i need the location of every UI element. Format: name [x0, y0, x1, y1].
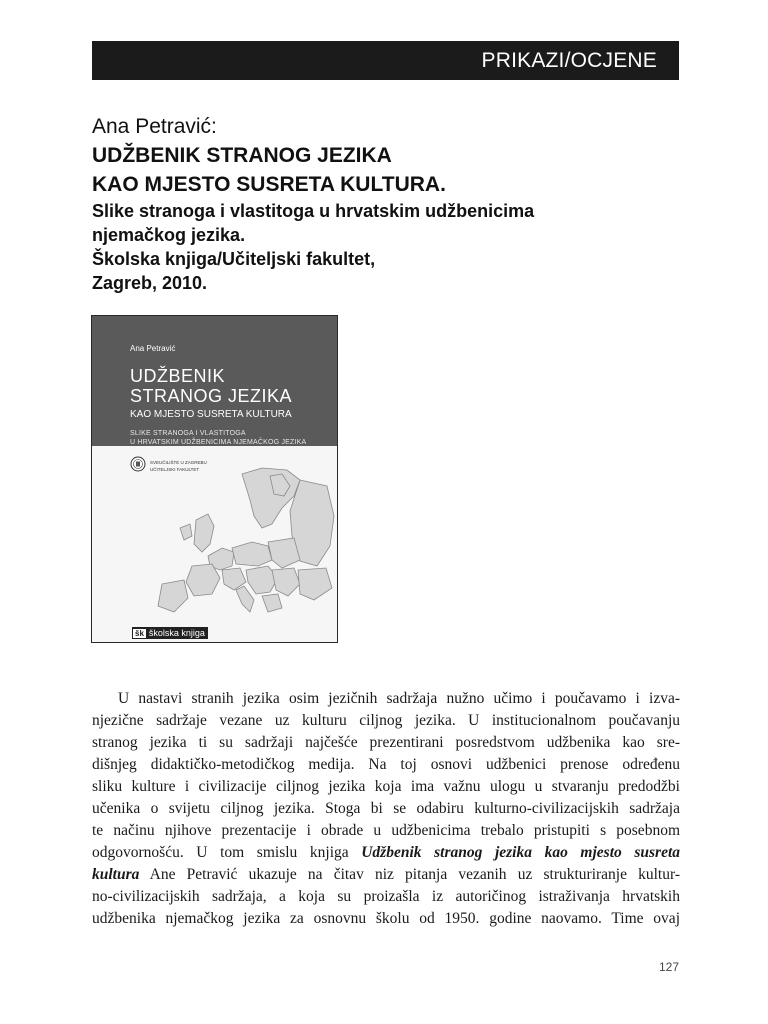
body-text-run: odgovornošću. U tom smislu knjiga	[92, 844, 362, 861]
cover-title-line1: UDŽBENIK	[130, 366, 226, 386]
body-line: njezične sadržaje vezane uz kulturu ciljnog jezika. U institucionalnom poučavanju	[92, 712, 680, 729]
review-title-block	[92, 112, 692, 295]
book-subtitle-line2: njemačkog jezika.	[92, 225, 246, 245]
body-line	[92, 864, 680, 886]
body-line: no-civilizacijskih sadržaja, a koja su proizašla iz autoričinog istraživanja hrvatskih	[92, 888, 680, 905]
cover-author: Ana Petravić	[130, 344, 176, 353]
book-title-reference: Udžbenik stranog jezika kao mjesto susreta	[361, 844, 681, 861]
body-line: te načinu njihove prezentacije i obrade u udžbenicima trebalo pristupiti s posebnom	[92, 822, 680, 839]
book-title-line1: UDŽBENIK STRANOG JEZIKA	[92, 144, 392, 167]
book-author: Ana Petravić:	[92, 115, 217, 138]
body-line: stranog jezika ti su sadržaji najčešće prezentirani posredstvom udžbenika kao sre-	[92, 734, 680, 751]
book-publisher: Školska knjiga/Učiteljski fakultet,	[92, 249, 376, 269]
publisher-mark: šk	[132, 628, 147, 639]
section-header-bar	[92, 41, 679, 80]
book-subtitle-line1: Slike stranoga i vlastitoga u hrvatskim udžbenicima	[92, 201, 535, 221]
body-text-run: Ane Petravić ukazuje na čitav niz pitanja vezanih uz strukturiranje kultur-	[139, 866, 680, 883]
europe-map-icon	[122, 466, 337, 616]
cover-subtitle-line1: SLIKE STRANOGA I VLASTITOGA	[130, 430, 246, 437]
body-line: sliku kulture i civilizacije ciljnog jezika koja ima važnu ulogu u stvaranju predodžbi	[92, 778, 680, 795]
cover-subtitle-line2: U HRVATSKIM UDŽBENICIMA NJEMAČKOG JEZIKA	[130, 439, 307, 446]
cover-title-panel	[92, 316, 337, 446]
publisher-name: školska knjiga	[148, 628, 205, 638]
page-number: 127	[658, 960, 679, 974]
book-title-reference-end: kultura	[92, 866, 140, 883]
cover-university-line1: SVEUČILIŠTE U ZAGREBU	[150, 460, 207, 465]
book-title-line2: KAO MJESTO SUSRETA KULTURA.	[92, 173, 446, 196]
body-line: dišnjeg didaktičko-metodičkog medija. Na toj osnovi udžbenici prenose određenu	[92, 756, 680, 773]
review-body	[92, 688, 680, 930]
body-line: učenika o svijetu ciljnog jezika. Stoga bi se odabiru kulturno-civilizacijskih sadržaja	[92, 800, 680, 817]
cover-title-line3: KAO MJESTO SUSRETA KULTURA	[130, 409, 292, 420]
body-line: U nastavi stranih jezika osim jezičnih sadržaja nužno učimo i poučavamo i izva-	[118, 690, 680, 707]
body-line	[92, 842, 680, 864]
body-line: udžbenika njemačkog jezika za osnovnu školu od 1950. godine naovamo. Time ovaj	[92, 910, 680, 927]
cover-publisher-logo	[132, 627, 208, 639]
section-label: PRIKAZI/OCJENE	[481, 48, 657, 72]
cover-title-line2: STRANOG JEZIKA	[130, 386, 293, 406]
book-place-year: Zagreb, 2010.	[92, 273, 208, 293]
book-cover-image	[91, 315, 338, 643]
cover-university-line2: UČITELJSKI FAKULTET	[150, 467, 200, 472]
